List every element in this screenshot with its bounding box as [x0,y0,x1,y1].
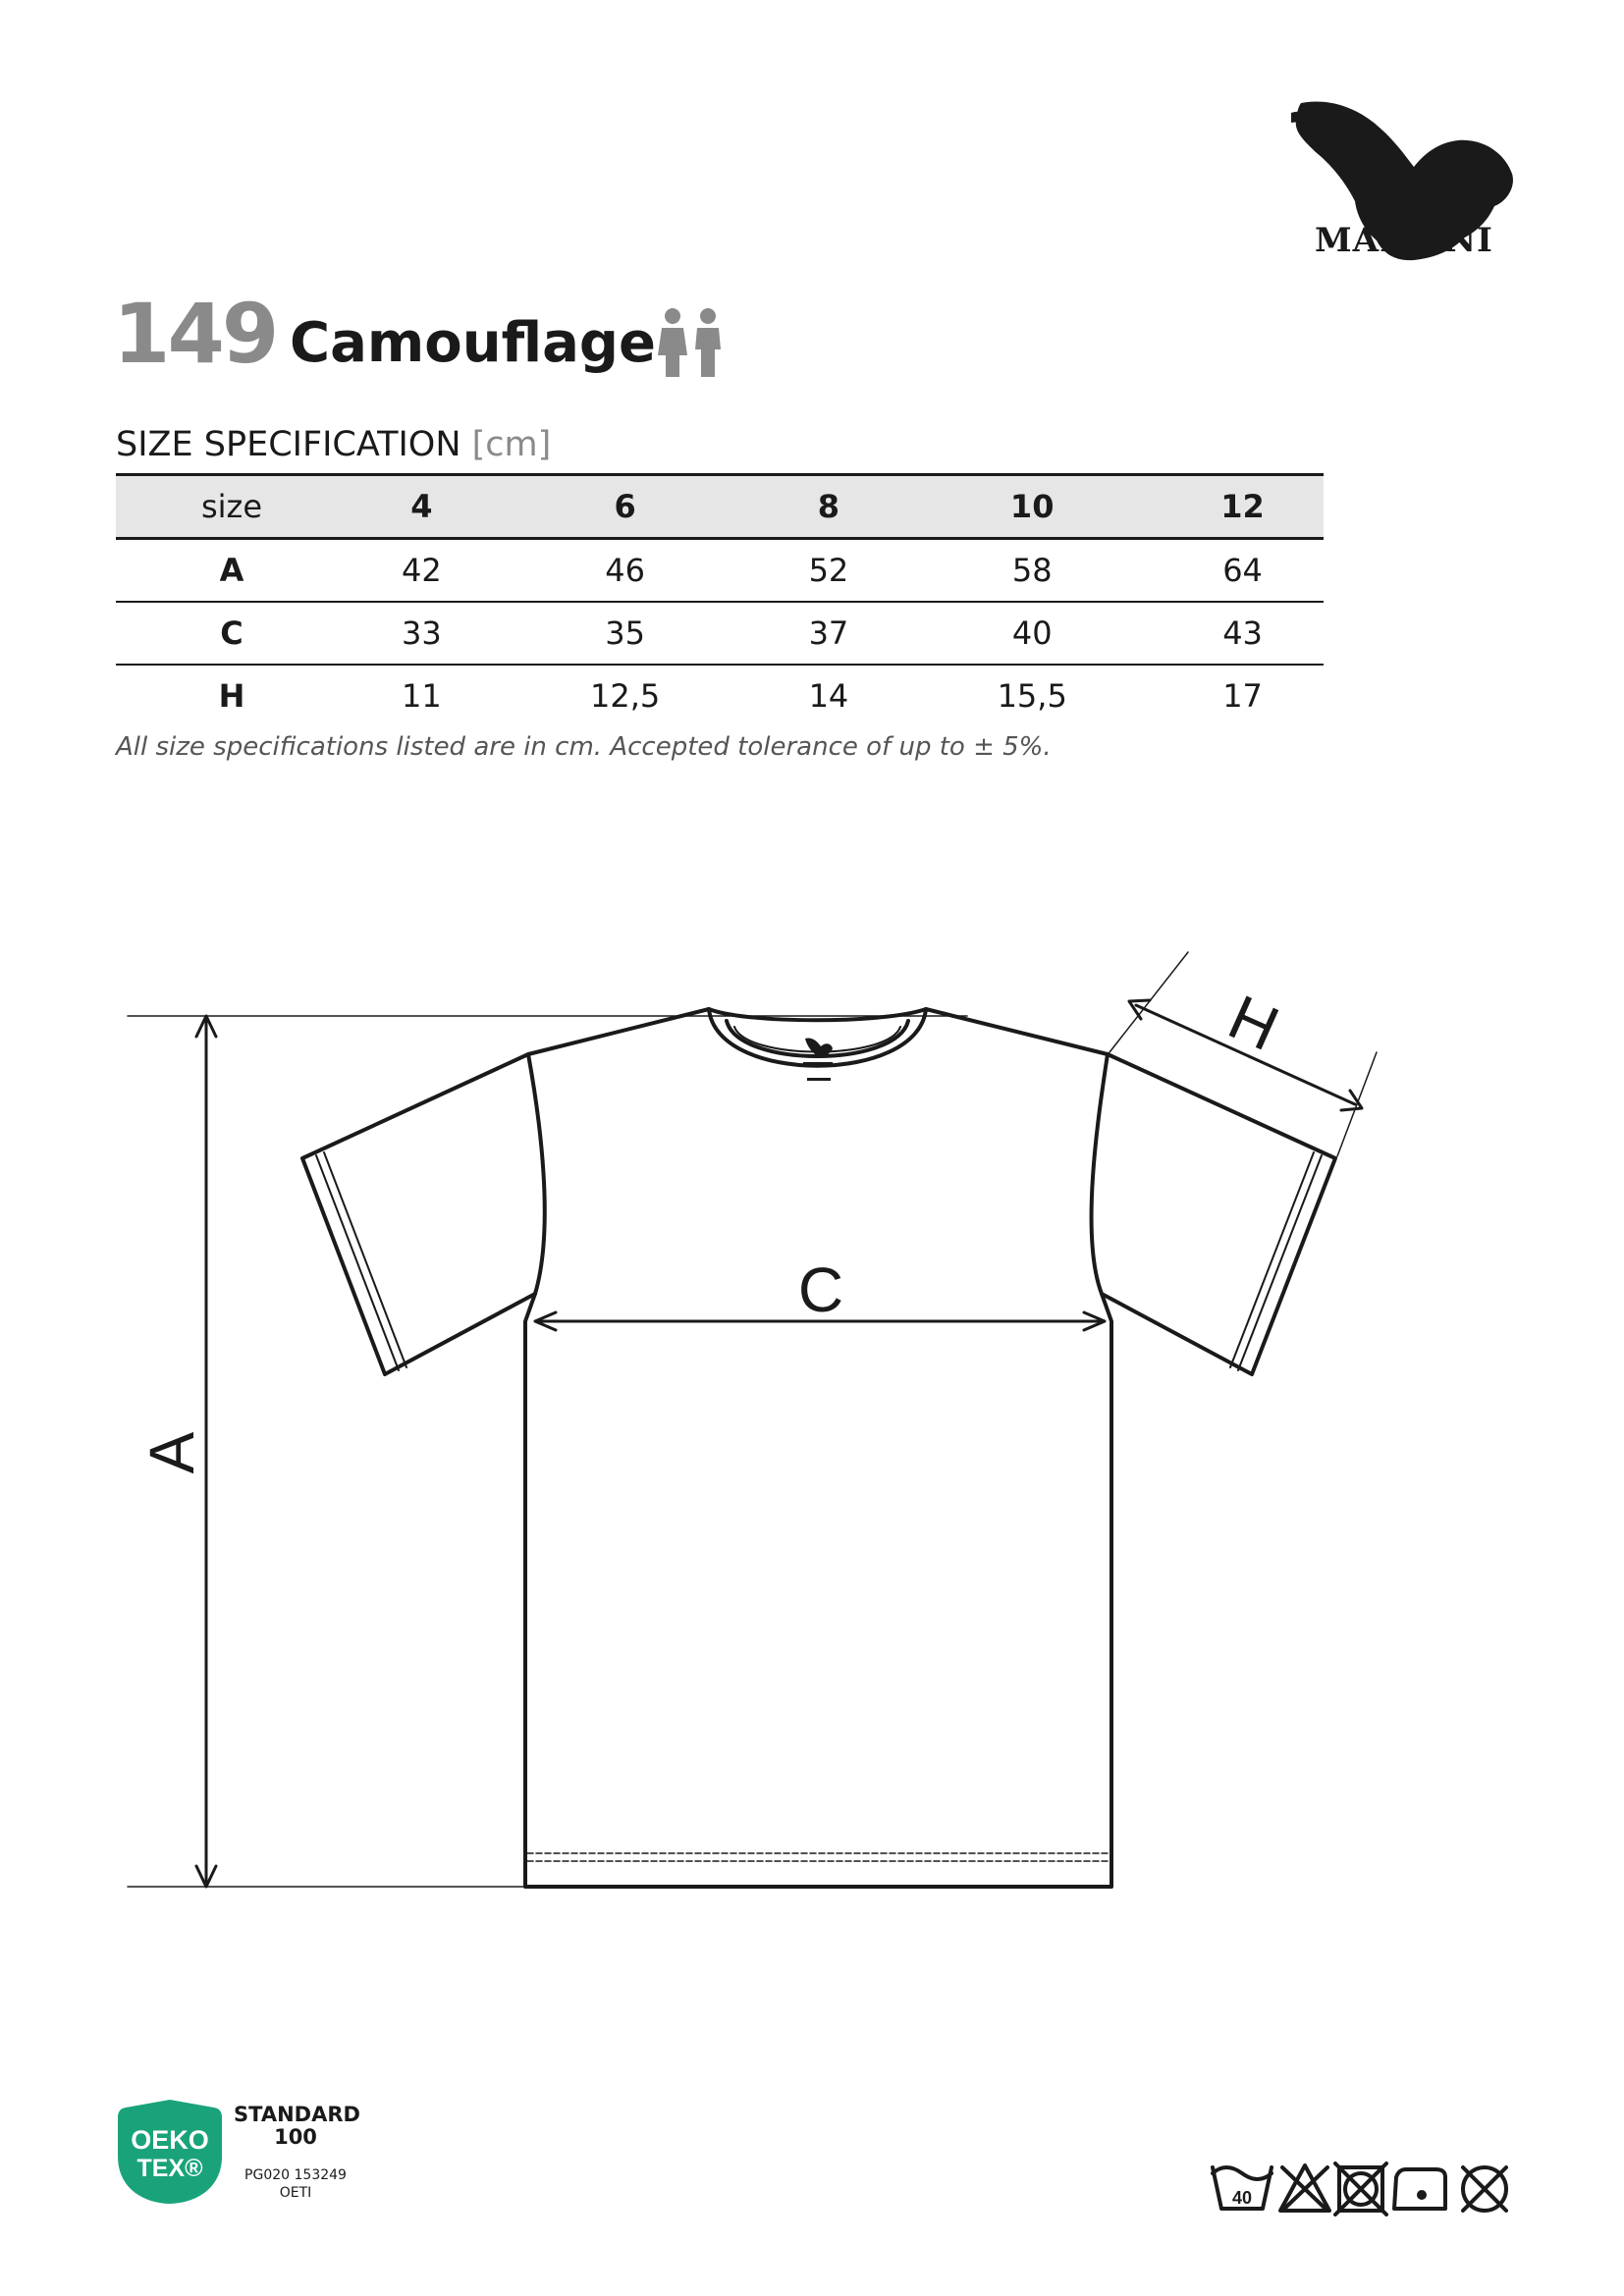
column-header: 10 [902,475,1162,539]
table-cell: 17 [1222,677,1263,715]
row-label: C [116,602,348,665]
product-name: Camouflage [290,311,656,375]
size-table [116,473,1324,726]
tshirt-outline [525,1009,1111,1887]
table-cell: 52 [755,539,903,603]
table-cell: 37 [755,602,903,665]
oeko-standard-line1: STANDARD [234,2103,360,2126]
table-cell: 11 [402,677,442,715]
spec-unit: [cm] [471,425,552,464]
table-row [116,665,1324,726]
dimension-h-label: H [1218,981,1289,1065]
collar-label-icon [803,1038,833,1081]
tolerance-note: All size specifications listed are in cm. Accepted tolerance of up to ± 5%. [116,732,1052,762]
no-dry-clean-icon [1463,2167,1506,2211]
column-header: 4 [348,475,496,539]
oeko-certificate-number: PG020 153249 [244,2167,347,2183]
table-row [116,602,1324,665]
oeko-badge-line2: TEX® [136,2155,203,2182]
no-bleach-icon [1280,2165,1329,2211]
no-tumble-dry-icon [1335,2163,1386,2215]
kids-icon [658,306,723,377]
tshirt-diagram [0,883,1624,1924]
table-cell: 64 [1162,539,1324,603]
dimension-c-label: C [797,1255,844,1325]
table-cell: 46 [496,539,755,603]
column-header: 8 [755,475,903,539]
spec-heading-text: SIZE SPECIFICATION [116,425,461,464]
care-symbols [1210,2160,1514,2216]
column-header: size [116,475,348,539]
table-cell: 12,5 [590,677,661,715]
oeko-standard-line2: 100 [274,2125,317,2150]
spec-heading [116,425,551,464]
row-label: H [218,677,245,715]
column-header: 6 [496,475,755,539]
oeko-tex-badge [116,2098,224,2206]
h-guide-1 [1110,952,1188,1052]
left-sleeve [302,1054,535,1374]
table-cell: 42 [348,539,496,603]
table-header-row [116,475,1324,539]
right-sleeve [1102,1054,1335,1374]
row-label: A [116,539,348,603]
brand-name: MALFINI [1315,221,1493,260]
oeko-institute: OETI [279,2185,312,2202]
oeko-standard [234,2103,360,2150]
table-cell: 58 [902,539,1162,603]
table-cell: 40 [902,602,1162,665]
column-header: 12 [1162,475,1324,539]
table-row [116,539,1324,603]
table-cell: 15,5 [997,677,1067,715]
table-cell: 35 [496,602,755,665]
table-cell: 14 [808,677,849,715]
table-cell: 33 [348,602,496,665]
product-code: 149 [113,286,277,382]
wash-temperature: 40 [1231,2188,1253,2208]
oeko-certificate [234,2166,357,2202]
table-cell: 43 [1162,602,1324,665]
iron-low-icon [1394,2169,1445,2209]
h-guide-2 [1337,1052,1377,1156]
dimension-a-label: A [136,1431,207,1474]
oeko-badge-line1: OEKO [131,2125,209,2155]
